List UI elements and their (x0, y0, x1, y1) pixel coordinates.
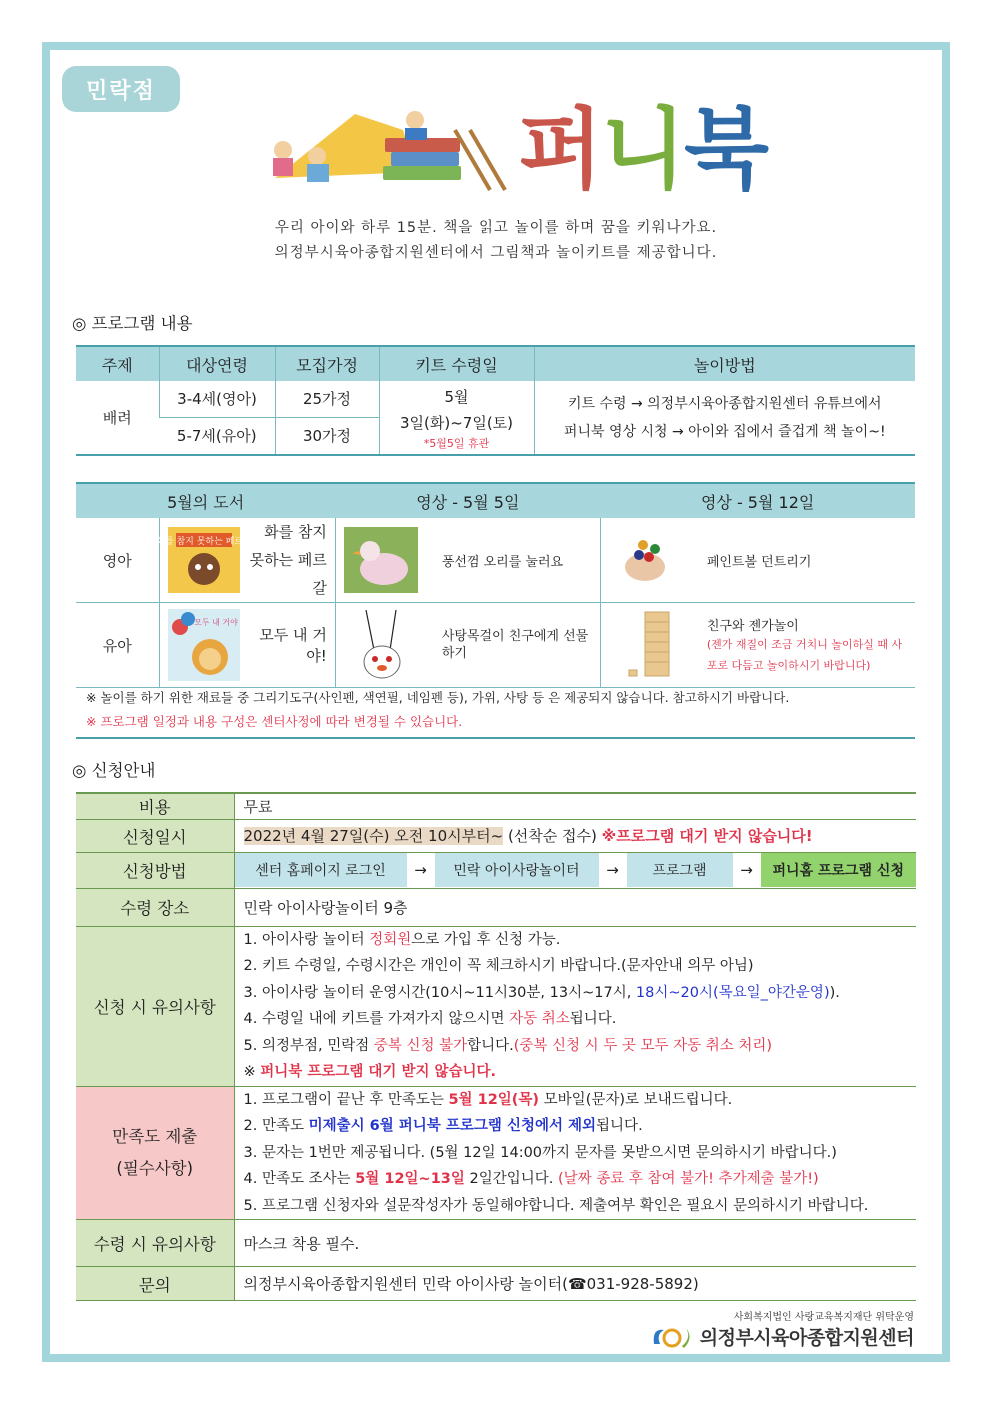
age-cell: 5-7세(유아) (159, 417, 275, 455)
value-apply-date (234, 819, 916, 852)
section-program-heading: ◎ 프로그램 내용 (72, 314, 193, 333)
intro-line-1: 우리 아이와 하루 15분. 책을 읽고 놀이를 하며 꿈을 키워나가요. (274, 220, 718, 236)
book-cell (155, 518, 335, 603)
first-come-text: (선착순 접수) (507, 827, 597, 845)
video5-title: 풍선껌 오리를 눌러요 (441, 554, 564, 570)
label-apply-date: 신청일시 (76, 819, 234, 852)
book-title-1: 모두 내 거야! (259, 626, 327, 665)
title-char-2: 니 (601, 98, 685, 201)
caution-2: 2. 키트 수령일, 수령시간은 개인이 꼭 체크하시기 바랍니다.(문자안내 의무 아님) (243, 958, 754, 974)
jenga-photo (609, 606, 683, 684)
value-survey (234, 1086, 916, 1220)
value-apply-caution (234, 926, 916, 1086)
title-char-3: 북 (684, 98, 768, 201)
video5-cell (335, 603, 600, 688)
label-contact: 문의 (76, 1267, 234, 1301)
apply-date-text: 2022년 4월 27일(수) 오전 10시부터~ (243, 827, 504, 845)
caution-6: ※ 퍼니북 프로그램 대기 받지 않습니다. (243, 1064, 497, 1080)
video12-title: 친구와 젠가놀이 (706, 618, 799, 634)
paintball-photo (609, 527, 683, 593)
books-table (76, 482, 915, 688)
book-cover-mine (168, 609, 240, 681)
title-char-1: 퍼 (518, 98, 602, 201)
col-kit-date: 키트 수령일 (379, 346, 534, 381)
col-families: 모집가정 (275, 346, 379, 381)
kit-month: 5월 (444, 387, 469, 406)
candy-necklace-photo (344, 606, 418, 684)
book-title-2: 못하는 페르갈 (249, 551, 327, 597)
caution-5: 5. 의정부점, 민락점 중복 신청 불가합니다.(중복 신청 시 두 곳 모두 자동 취소 처리) (243, 1037, 773, 1054)
footer-operator: 사회복지법인 사랑교육복지재단 위탁운영 (733, 1312, 914, 1323)
intro-line-2: 의정부시육아종합지원센터에서 그림책과 놀이키트를 제공합니다. (274, 245, 718, 261)
kit-closed-note: *5월5일 휴관 (423, 436, 490, 450)
survey-4: 4. 만족도 조사는 5월 12일~13일 2일간입니다. (날짜 종료 후 참여 불가! 추가제출 불가!) (243, 1171, 819, 1187)
value-apply-method (234, 852, 916, 888)
caution-1: 1. 아이사랑 놀이터 정회원으로 가입 후 신청 가능. (243, 931, 561, 948)
col-books: 5월의 도서 (76, 483, 335, 518)
label-cost: 비용 (76, 793, 234, 819)
branch-badge: 민락점 (62, 66, 180, 112)
label-apply-caution: 신청 시 유의사항 (76, 926, 234, 1086)
label-receive-caution: 수령 시 유의사항 (76, 1220, 234, 1267)
col-topic: 주제 (76, 346, 159, 381)
step-program: 프로그램 (627, 853, 733, 887)
book-cell (159, 603, 335, 688)
group-child: 유아 (76, 603, 159, 688)
cover-title: 화를 참지 못하는 페르갈 (155, 537, 252, 547)
jenga-note: (젠가 재질이 조금 거치니 놀이하실 때 사포로 다듬고 놀이하시기 바랍니다) (706, 637, 903, 672)
center-logo-icon (650, 1324, 694, 1350)
col-video-may5: 영상 - 5월 5일 (335, 483, 600, 518)
step-funnyhome-apply: 퍼니홈 프로그램 신청 (761, 853, 917, 887)
value-pickup-place: 민락 아이사랑놀이터 9층 (234, 888, 916, 926)
label-pickup-place: 수령 장소 (76, 888, 234, 926)
col-age: 대상연령 (159, 346, 275, 381)
method-line-1: 키트 수령 → 의정부시육아종합지원센터 유튜브에서 (567, 395, 882, 412)
value-receive-caution: 마스크 착용 필수. (234, 1220, 916, 1267)
value-contact: 의정부시육아종합지원센터 민락 아이사랑 놀이터(☎031-928-5892) (234, 1267, 916, 1301)
gum-duck-photo (344, 527, 418, 593)
title-punybook (518, 100, 767, 200)
no-waitlist-text: ※프로그램 대기 받지 않습니다! (601, 827, 813, 845)
families-cell: 25가정 (275, 381, 379, 417)
book-title-1: 화를 참지 (264, 523, 327, 541)
col-video-may12: 영상 - 5월 12일 (600, 483, 915, 518)
survey-3: 3. 문자는 1번만 제공됩니다. (5월 12일 14:00까지 문자를 못받으시면 문의하시기 바랍니다.) (243, 1144, 837, 1161)
video12-title: 페인트볼 던트리기 (706, 554, 812, 570)
video5-title: 사탕목걸이 친구에게 선물하기 (441, 629, 589, 661)
divider (76, 737, 915, 739)
program-table (76, 345, 915, 456)
families-cell: 30가정 (275, 417, 379, 455)
arrow-icon: → (606, 861, 619, 879)
footer-center-name: 의정부시육아종합지원센터 (699, 1327, 914, 1349)
arrow-icon: → (414, 861, 427, 879)
book-cover-pergal (155, 527, 252, 593)
kids-reading-illustration (255, 100, 505, 200)
survey-5: 5. 프로그램 신청자와 설문작성자가 동일해야합니다. 제출여부 확인은 필요시 문의하시기 바랍니다. (243, 1197, 869, 1214)
col-method: 놀이방법 (534, 346, 915, 381)
cover-title: 모두 내 거야 (193, 618, 238, 627)
section-apply-heading: ◎ 신청안내 (72, 761, 156, 780)
group-toddler: 영아 (76, 518, 159, 603)
method-line-2: 퍼니북 영상 시청 → 아이와 집에서 즐겁게 책 놀이~! (563, 423, 886, 440)
application-table (76, 792, 916, 1301)
video5-cell (335, 518, 600, 603)
step-playground: 민락 아이사랑놀이터 (435, 853, 599, 887)
arrow-icon: → (740, 861, 753, 879)
note-schedule-change: ※ 프로그램 일정과 내용 구성은 센터사정에 따라 변경될 수 있습니다. (86, 714, 463, 729)
method-cell (534, 381, 915, 455)
age-cell: 3-4세(영아) (159, 381, 275, 417)
step-login: 센터 홈페이지 로그인 (235, 853, 407, 887)
kit-date-cell (379, 381, 534, 455)
video12-cell (600, 603, 915, 688)
note-materials: ※ 놀이를 하기 위한 재료들 중 그리기도구(사인펜, 색연필, 네임펜 등), 가위, 사탕 등 은 제공되지 않습니다. 참고하시기 바랍니다. (86, 690, 790, 705)
survey-2: 2. 만족도 미제출시 6월 퍼니북 프로그램 신청에서 제외됩니다. (243, 1118, 643, 1134)
footer-logo (650, 1308, 914, 1350)
video12-cell (600, 518, 915, 603)
label-apply-method: 신청방법 (76, 852, 234, 888)
caution-4: 4. 수령일 내에 키트를 가져가지 않으시면 자동 취소됩니다. (243, 1011, 617, 1027)
kit-dates: 3일(화)~7일(토) (399, 413, 514, 432)
topic-cell: 배려 (76, 381, 159, 455)
notes (86, 686, 789, 734)
caution-3: 3. 아이사랑 놀이터 운영시간(10시~11시30분, 13시~17시, 18시~20시(목요일_야간운영)). (243, 984, 840, 1001)
value-cost: 무료 (234, 793, 916, 819)
label-survey: 만족도 제출 (필수사항) (76, 1086, 234, 1220)
survey-1: 1. 프로그램이 끝난 후 만족도는 5월 12일(목) 모바일(문자)로 보내드립니다. (243, 1091, 733, 1108)
